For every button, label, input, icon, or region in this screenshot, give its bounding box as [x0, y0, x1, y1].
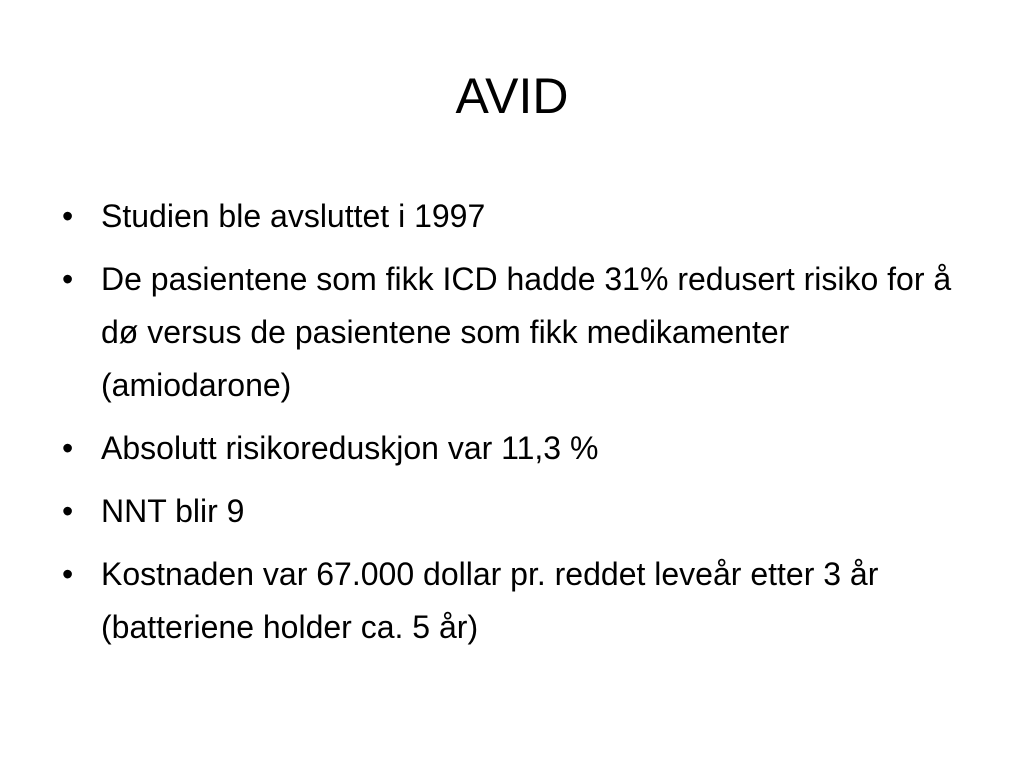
bullet-icon: •	[62, 198, 74, 234]
bullet-icon: •	[62, 556, 74, 592]
bullet-icon: •	[62, 261, 74, 297]
bullet-text: Kostnaden var 67.000 dollar pr. reddet leveår etter 3 år (batteriene holder ca. 5 år)	[101, 556, 879, 645]
bullet-item	[60, 422, 960, 475]
bullet-item	[60, 190, 960, 243]
bullet-item	[60, 485, 960, 538]
bullet-icon: •	[62, 493, 74, 529]
bullet-icon: •	[62, 430, 74, 466]
bullet-text: NNT blir 9	[101, 493, 245, 529]
slide-title: AVID	[455, 68, 569, 124]
bullet-text: De pasientene som fikk ICD hadde 31% redusert risiko for å dø versus de pasientene som fikk medikamenter (amiodarone)	[101, 261, 952, 403]
bullet-text: Studien ble avsluttet i 1997	[101, 198, 486, 234]
bullet-item	[60, 253, 960, 412]
bullet-item	[60, 548, 960, 654]
bullet-list	[60, 190, 960, 664]
bullet-text: Absolutt risikoreduskjon var 11,3 %	[101, 430, 599, 466]
